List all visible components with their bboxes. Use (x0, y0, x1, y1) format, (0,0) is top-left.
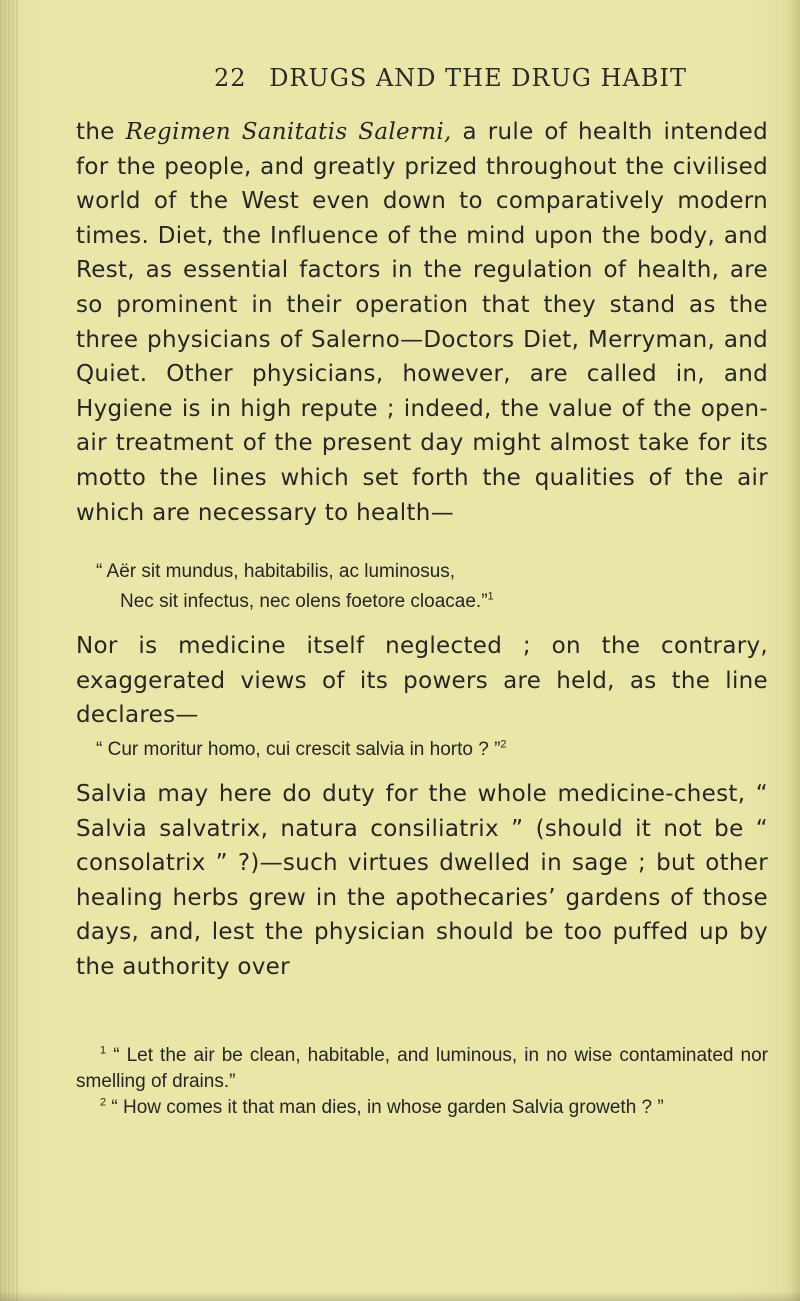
page-number: 22 (214, 64, 247, 92)
paragraph-2 (76, 629, 768, 733)
footnote-2-marker: 2 (100, 1096, 107, 1109)
paragraph-2-body: Nor is medicine itself neglected ; on the contrary, exaggerated views of its powers are held, as the line declares— (76, 633, 768, 729)
paragraph-3 (76, 777, 768, 985)
page-bottom-shadow (0, 1291, 800, 1301)
paragraph-3-body: Salvia may here do duty for the whole medicine-chest, “ Salvia salvatrix, natura consiliatrix ” (should it not be “ consolatrix ” ?)—such virtues dwelled in sage ; but other healing herbs grew in the apothecaries’ gardens of those days, and, lest the physician should be too puffed up by the authority over (76, 781, 768, 980)
verse-2-line-1 (96, 735, 507, 765)
footnote-2-text: “ How comes it that man dies, in whose garden Salvia groweth ? ” (111, 1097, 664, 1118)
footnote-2 (76, 1095, 768, 1121)
paragraph-1-body: a rule of health intended for the people, and greatly prized throughout the civilised world of the West even down to comparatively modern times. Diet, the Influence of the mind upon the body, and Rest, as essential factors in the regulation of health, are so prominent in their operation that they stand as the three physicians of Salerno—Doctors Diet, Merryman, and Quiet. Other physicians, however, are called in, and Hygiene is in high repute ; indeed, the value of the open-air treatment of the present day might almost take for its motto the lines which set forth the qualities of the air which are necessary to health— (76, 119, 768, 526)
footnote-1-text: “ Let the air be clean, habitable, and luminous, in no wise contaminated nor smelling of drains.” (76, 1045, 768, 1092)
verse-1-line-2-text: Nec sit infectus, nec olens foetore cloacae.” (120, 591, 488, 612)
footnote-ref-1: 1 (487, 590, 494, 603)
footnote-1-marker: 1 (100, 1044, 107, 1057)
footnote-1 (76, 1043, 768, 1095)
binding-gutter (0, 0, 18, 1301)
footnotes (76, 1043, 768, 1121)
verse-2-line-1-text: “ Cur moritur homo, cui crescit salvia in horto ? ” (96, 739, 501, 760)
paragraph-1 (76, 115, 768, 530)
running-header (214, 64, 687, 92)
paragraph-1-title: Regimen Sanitatis Salerni, (125, 119, 452, 145)
verse-1-line-1-text: “ Aër sit mundus, habitabilis, ac luminosus, (96, 561, 456, 582)
verse-1-line-2 (120, 587, 494, 617)
page-edge (790, 0, 800, 1301)
verse-1-line-1 (96, 557, 455, 587)
footnote-ref-2: 2 (500, 738, 507, 751)
paragraph-1-lead: the (76, 119, 115, 145)
running-title: DRUGS AND THE DRUG HABIT (269, 64, 687, 92)
